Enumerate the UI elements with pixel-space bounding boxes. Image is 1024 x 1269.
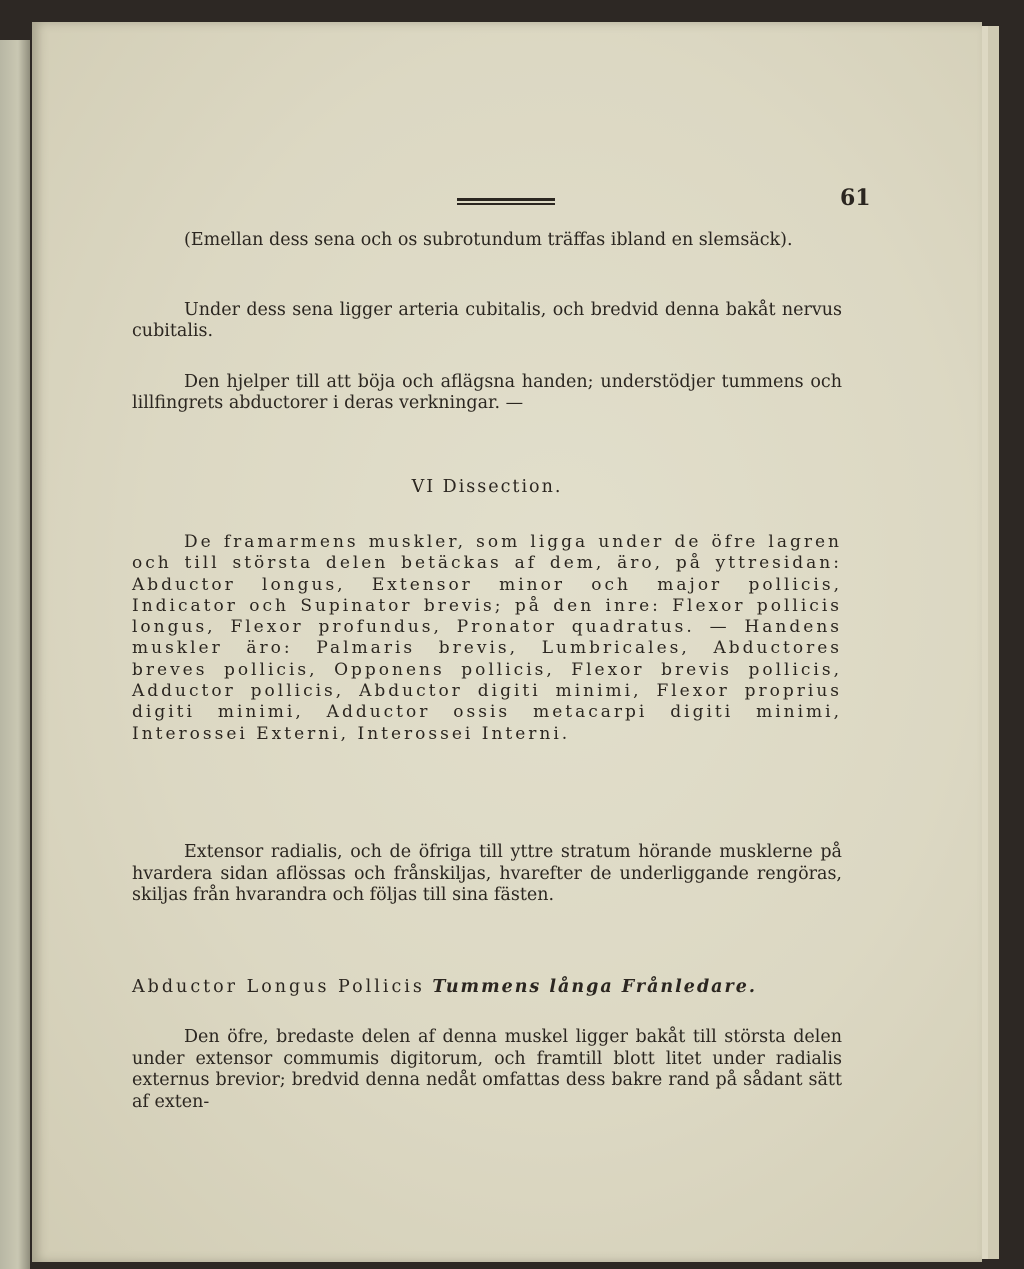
- paragraph-1: (Emellan dess sena och os subrotundum träffas ibland en slemsäck).: [184, 230, 793, 250]
- subheading: [132, 977, 842, 997]
- page-number: 61: [840, 185, 871, 211]
- subheading-swedish: Tummens långa Frånledare.: [432, 977, 757, 997]
- paragraph-3: Den hjelper till att böja och aflägsna handen; understödjer tummens och lillfingrets abductorer i deras verkningar. —: [132, 372, 842, 413]
- paragraph-2: Under dess sena ligger arteria cubitalis, och bredvid denna bakåt nervus cubitalis.: [132, 300, 842, 341]
- book-page: [32, 22, 982, 1262]
- paragraph-4: De framarmens muskler, som ligga under de öfre lagren och till största delen betäckas af dem, äro, på yttresidan: Abductor longus, Extensor minor och major pollicis, Indicator och Supinator brevis; på den inre: Flexor pollicis longus, Flexor profundus, Pronator quadratus. — Handens muskler äro: Palmaris brevis, Lumbricales, Abductores breves pollicis, Opponens pollicis, Flexor brevis pollicis, Adductor pollicis, Abductor digiti minimi, Flexor proprius digiti minimi, Adductor ossis metacarpi digiti minimi, Interossei Externi, Interossei Interni.: [132, 532, 842, 744]
- paragraph-5: Extensor radialis, och de öfriga till yttre stratum hörande musklerne på hvardera sidan aflössas och frånskiljas, hvarefter de underliggande rengöras, skiljas från hvarandra och följas till sina fästen.: [132, 842, 842, 905]
- section-heading: VI Dissection.: [411, 477, 563, 497]
- subheading-latin: Abductor Longus Pollicis: [132, 977, 425, 997]
- facing-page-edge: [0, 40, 30, 1269]
- paragraph-6: Den öfre, bredaste delen af denna muskel ligger bakåt till största delen under extensor commumis digitorum, och framtill blott litet under radialis externus brevior; bredvid denna nedåt omfattas dess bakre rand på sådant sätt af exten-: [132, 1027, 842, 1112]
- header-double-rule: [457, 198, 555, 205]
